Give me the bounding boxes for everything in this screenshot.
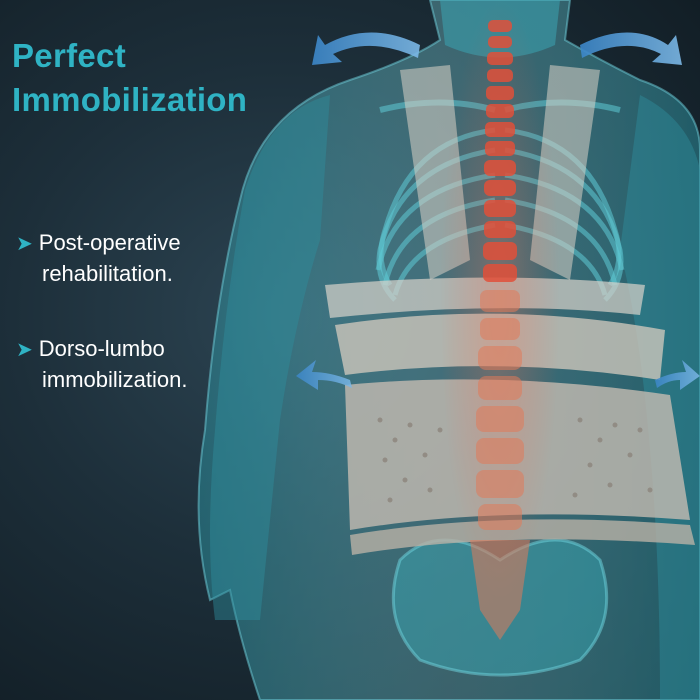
bullet-arrow-icon: ➤: [16, 339, 33, 361]
feature-2-line-1: Dorso-lumbo: [38, 336, 165, 361]
headline-line-1: Perfect: [12, 37, 126, 74]
feature-2-line-2: immobilization.: [42, 367, 188, 392]
bullet-arrow-icon: ➤: [16, 233, 33, 255]
feature-1-line-1: Post-operative: [38, 230, 181, 255]
feature-dorso-lumbo: [16, 334, 188, 395]
headline-line-2: Immobilization: [12, 81, 248, 118]
headline: [12, 34, 247, 122]
feature-post-operative: [16, 228, 181, 289]
feature-1-line-2: rehabilitation.: [42, 261, 173, 286]
